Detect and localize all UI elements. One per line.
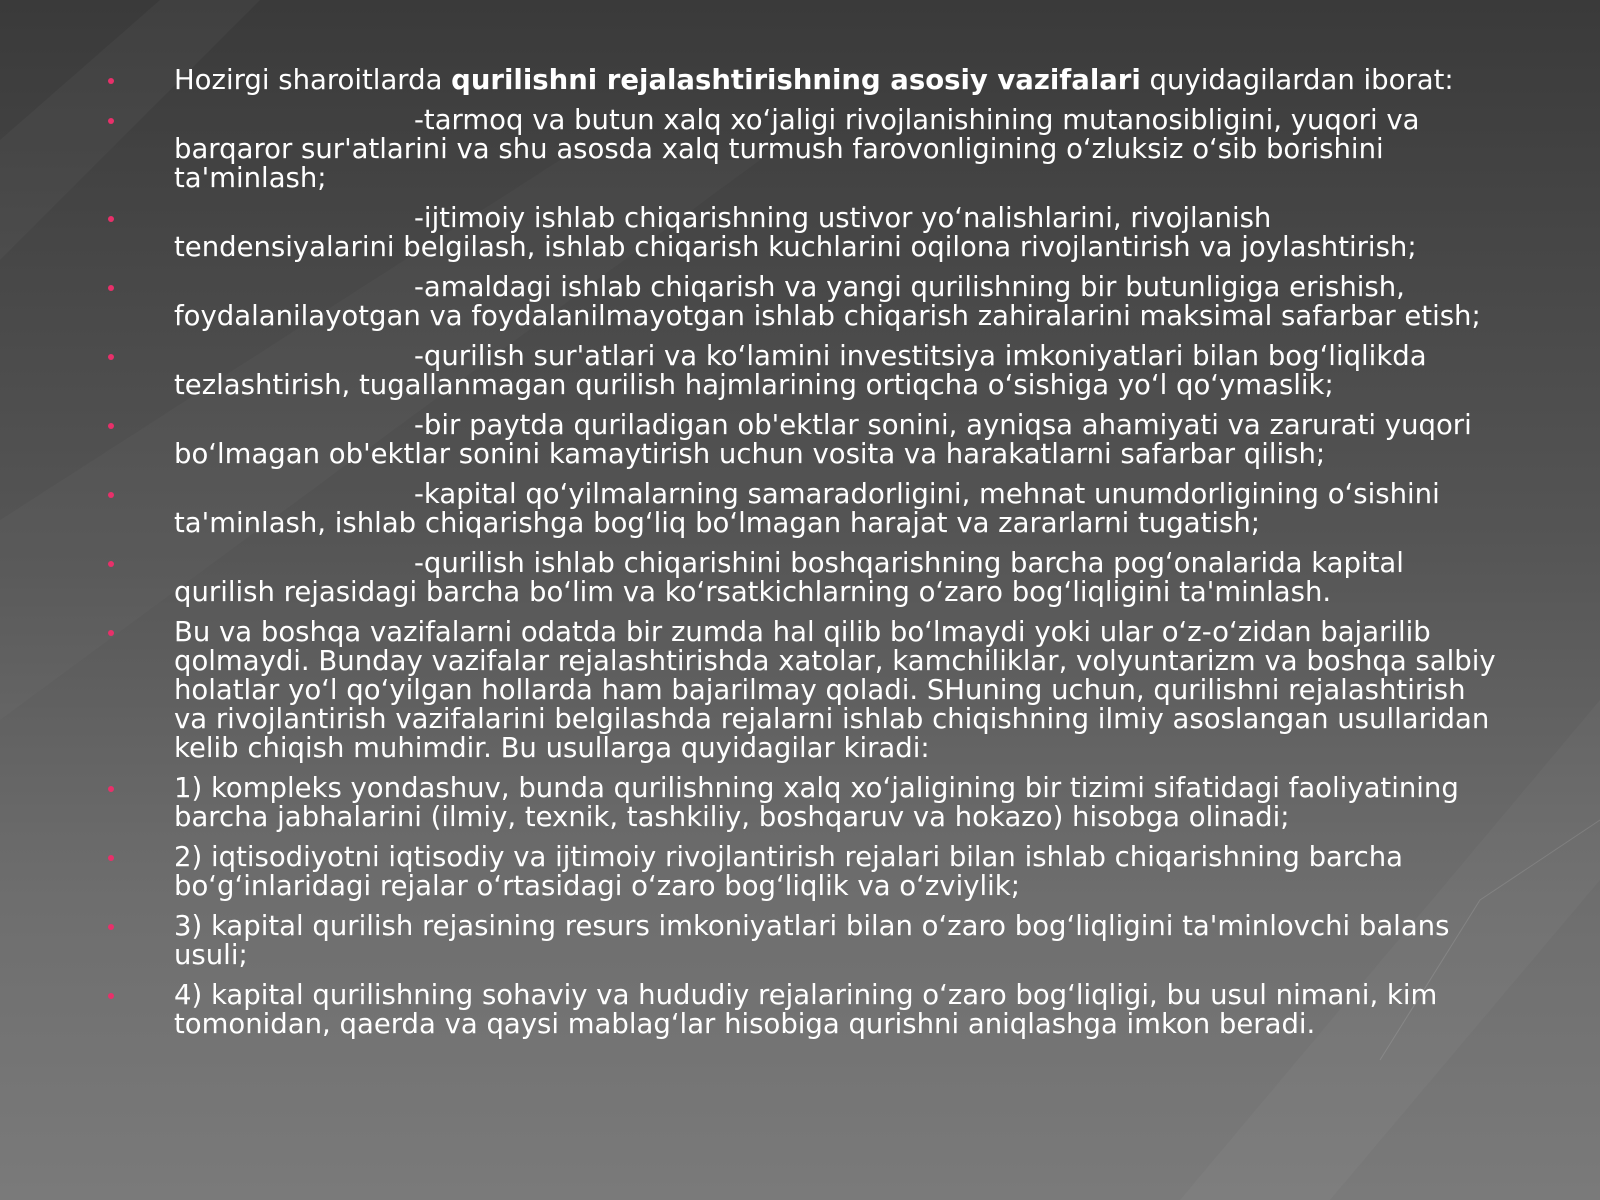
paragraph-text: Bu va boshqa vazifalarni odatda bir zumda hal qilib bo‘lmaydi yoki ular o‘z-o‘zidan bajarilib qolmaydi. Bunday vazifalar rejalashtirishda xatolar, kamchiliklar, volyuntarizm va boshqa salbiy holatlar yo‘l qo‘yilgan hollarda ham bajarilmay qoladi. SHuning uchun, qurilishni rejalashtirish va rivojlantirish vazifalarini belgilashda rejalarni ishlab chiqishning ilmiy asoslangan usullaridan kelib chiqish muhimdir. Bu usullarga quyidagilar kiradi:	[174, 616, 1496, 764]
bullet-icon	[108, 855, 114, 861]
bullet-icon	[108, 492, 114, 498]
method-text: 4) kapital qurilishning sohaviy va hududiy rejalarining o‘zaro bog‘liqligi, bu usul nimani, kim tomonidan, qaerda va qaysi mablag‘lar hisobiga qurishni aniqlashga imkon beradi.	[174, 979, 1438, 1040]
bullet-icon	[108, 786, 114, 792]
task-text: -ijtimoiy ishlab chiqarishning ustivor yo‘nalishlarini, rivojlanish tendensiyalarini belgilash, ishlab chiqarish kuchlarini oqilona rivojlantirish va joylashtirish;	[174, 202, 1417, 263]
bullet-icon	[108, 78, 114, 84]
list-item-method	[100, 981, 1500, 1039]
method-text: 1) kompleks yondashuv, bunda qurilishning xalq xo‘jaligining bir tizimi sifatidagi faoliyatining barcha jabhalarini (ilmiy, texnik, tashkiliy, boshqaruv va hokazo) hisobga olinadi;	[174, 772, 1459, 833]
bullet-icon	[108, 423, 114, 429]
list-item-paragraph	[100, 618, 1500, 763]
bullet-icon	[108, 118, 114, 124]
bullet-icon	[108, 924, 114, 930]
task-text: -kapital qo‘yilmalarning samaradorligini, mehnat unumdorligining o‘sishini ta'minlash, ishlab chiqarishga bog‘liq bo‘lmagan harajat va zararlarni tugatish;	[174, 478, 1440, 539]
method-text: 2) iqtisodiyotni iqtisodiy va ijtimoiy rivojlantirish rejalari bilan ishlab chiqarishning barcha bo‘g‘inlaridagi rejalar o‘rtasidagi o‘zaro bog‘liqlik va o‘zviylik;	[174, 841, 1403, 902]
bullet-icon	[108, 993, 114, 999]
bullet-list	[100, 66, 1500, 1050]
task-text: -qurilish sur'atlari va ko‘lamini investitsiya imkoniyatlari bilan bog‘liqlikda tezlashtirish, tugallanmagan qurilish hajmlarining ortiqcha o‘sishiga yo‘l qo‘ymaslik;	[174, 340, 1427, 401]
list-item-task	[100, 549, 1500, 607]
bullet-icon	[108, 285, 114, 291]
list-item-task	[100, 342, 1500, 400]
task-text: -tarmoq va butun xalq xo‘jaligi rivojlanishining mutanosibligini, yuqori va barqaror sur'atlarini va shu asosda xalq turmush farovonligining o‘zluksiz o‘sib borishini ta'minlash;	[174, 104, 1420, 194]
list-item-task	[100, 480, 1500, 538]
intro-text-end: quyidagilardan iborat:	[1140, 64, 1454, 96]
list-item-task	[100, 106, 1500, 193]
list-item-method	[100, 843, 1500, 901]
task-text: -qurilish ishlab chiqarishini boshqarishning barcha pog‘onalarida kapital qurilish rejasidagi barcha bo‘lim va ko‘rsatkichlarning o‘zaro bog‘liqligini ta'minlash.	[174, 547, 1404, 608]
list-item-task	[100, 204, 1500, 262]
intro-bold-text: qurilishni rejalashtirishning asosiy vazifalari	[451, 64, 1141, 96]
list-item-method	[100, 774, 1500, 832]
bullet-icon	[108, 630, 114, 636]
list-item-task	[100, 273, 1500, 331]
bullet-icon	[108, 216, 114, 222]
list-item-task	[100, 411, 1500, 469]
list-item-method	[100, 912, 1500, 970]
task-text: -bir paytda quriladigan ob'ektlar sonini, ayniqsa ahamiyati va zarurati yuqori bo‘lmagan ob'ektlar sonini kamaytirish uchun vosita va harakatlarni safarbar qilish;	[174, 409, 1472, 470]
intro-text: Hozirgi sharoitlarda	[174, 64, 452, 96]
method-text: 3) kapital qurilish rejasining resurs imkoniyatlari bilan o‘zaro bog‘liqligini ta'minlovchi balans usuli;	[174, 910, 1450, 971]
bullet-icon	[108, 354, 114, 360]
task-text: -amaldagi ishlab chiqarish va yangi qurilishning bir butunligiga erishish, foydalanilayotgan va foydalanilmayotgan ishlab chiqarish zahiralarini maksimal safarbar etish;	[174, 271, 1481, 332]
list-item-intro	[100, 66, 1500, 95]
bullet-icon	[108, 561, 114, 567]
